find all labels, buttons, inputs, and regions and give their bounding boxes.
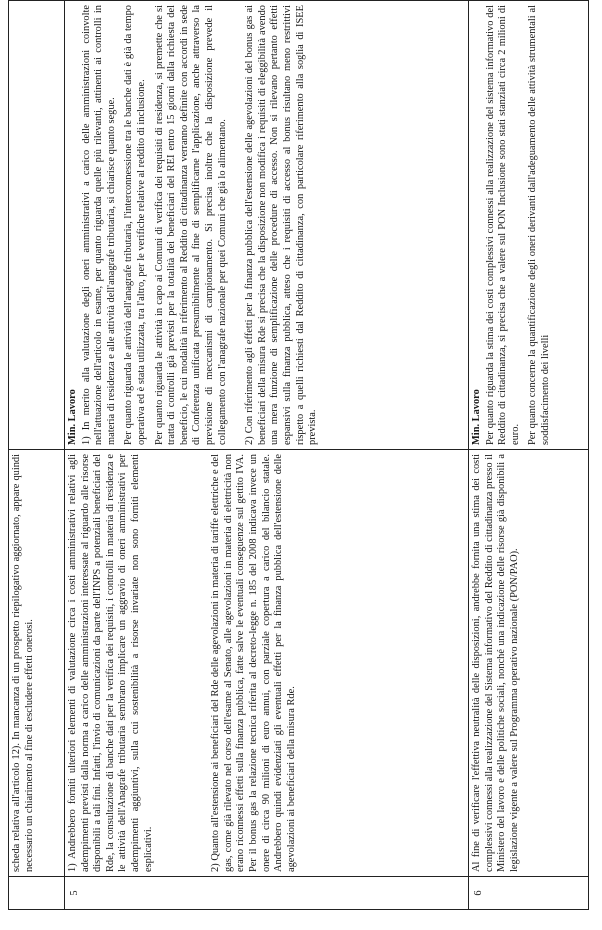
spacer bbox=[160, 454, 170, 872]
spacer bbox=[200, 454, 210, 872]
response-cell bbox=[65, 1, 469, 450]
row-number bbox=[9, 877, 65, 910]
observation-cell bbox=[65, 450, 469, 877]
observation-cell bbox=[9, 450, 65, 877]
observation-paragraph: Al fine di verificare l'effettiva neutralità delle disposizioni, andrebbe fornita una stima dei costi complessivi connessi alla realizzazione del Sistema informativo del Reddito di cittadinanza presso il Ministero del lavoro e delle politiche sociali, nonché una indicazione delle risorse già disponibili a legislazione vigente a valere sul Programma operativo nazionale (PON/PAO). bbox=[471, 454, 520, 872]
table-row bbox=[469, 1, 589, 910]
observation-cell bbox=[469, 450, 589, 877]
response-heading: Min. Lavoro bbox=[67, 389, 78, 445]
table-row bbox=[9, 1, 65, 910]
rotated-document bbox=[8, 5, 593, 910]
table-row bbox=[65, 1, 469, 910]
spacer bbox=[234, 5, 244, 445]
spacer bbox=[170, 454, 180, 872]
spacer bbox=[190, 454, 200, 872]
response-paragraph: 1) In merito alla valutazione degli oneri amministrativi a carico delle amministrazioni coinvolte nell'attuazione dell'articolo in esame, per quanto riguarda quelle più rilevanti, attinenti ai controlli in materia di residenza e alle attività dell'anagrafe tributaria, si chiarisce quanto segue. bbox=[80, 5, 117, 445]
response-cell bbox=[9, 1, 65, 450]
response-paragraph: Per quanto riguarda le attività dell'anagrafe tributaria, l'interconnessione tra le banche dati è già da tempo operativa ed è stata utilizzata, tra l'altro, per le verifiche relative al reddito di inclusione. bbox=[123, 5, 147, 445]
row-number: 6 bbox=[469, 877, 589, 910]
observation-paragraph: scheda relativa all'articolo 12). In mancanza di un prospetto riepilogativo aggiornato, appare quindi necessario un chiarimento al fine di escludere effetti onerosi. bbox=[11, 454, 35, 872]
response-heading: Min. Lavoro bbox=[471, 389, 482, 445]
observation-paragraph: 1) Andrebbero forniti ulteriori elementi di valutazione circa i costi amministrativi relativi agli adempimenti previsti dalla norma a carico delle amministrazioni interessate al riguardo alle risorse disponibili a tali fini. Infatti, l'invio di comunicazioni da parte dell'INPS a potenziali beneficiari del Rde, la consultazione di banche dati per la verifica dei requisiti, i controlli in materia di residenza e le attività dell'Anagrafe tributaria sembrano implicare un aggravio di oneri amministrativi per adempimenti aggiuntivi, sulla cui sostenibilità a risorse invariate non sono forniti elementi esplicativi. bbox=[67, 454, 154, 872]
observation-paragraph: 2) Quanto all'estensione ai beneficiari del Rde delle agevolazioni in materia di tariffe elettriche e del gas, come già rilevato nel corso dell'esame al Senato, alle agevolazioni in materia di elettricità non erano riconnessi effetti sulla finanza pubblica, fatte salve le eventuali conseguenze sul gettito IVA. Per il bonus gas la relazione tecnica riferita al decreto-legge n. 185 del 2008 indicava invece un onere di circa 90 milioni di euro annui, con parziale copertura a carico del bilancio statale. Andrebbero quindi evidenziati gli eventuali effetti per la finanza pubblica dell'estensione delle agevolazioni ai beneficiari della misura Rde. bbox=[210, 454, 297, 872]
row-number: 5 bbox=[65, 877, 469, 910]
response-cell bbox=[469, 1, 589, 450]
response-paragraph: Per quanto riguarda la stima dei costi complessivi connessi alla realizzazione del sistema informativo del Reddito di cittadinanza, si precisa che a valere sul PON Inclusione sono stati stanziati circa 2 milioni di euro. bbox=[484, 5, 521, 445]
response-paragraph: Per quanto concerne la quantificazione degli oneri derivanti dall'adeguamento delle attività strumentali al soddisfacimento dei livelli bbox=[527, 5, 551, 445]
spacer bbox=[180, 454, 190, 872]
response-paragraph: 2) Con riferimento agli effetti per la finanza pubblica dell'estensione delle agevolazioni del bonus gas ai beneficiari della misura Rde si precisa che la disposizione non modifica i requisiti di eleggibilità avendo una mera funzione di semplificazione delle procedure di accesso. Non si rilevano pertanto effetti espansivi sulla finanza pubblica, atteso che i requisiti di accesso al bonus risultano meno restrittivi rispetto a quelli richiesti dal Reddito di cittadinanza, con particolare riferimento alla soglia di ISEE prevista. bbox=[244, 5, 319, 445]
document-table bbox=[8, 0, 589, 910]
response-paragraph: Per quanto riguarda le attività in capo ai Comuni di verifica dei requisiti di residenza, si premette che si tratta di controlli già previsti per la totalità dei beneficiari del REI entro 15 giorni dalla richiesta del beneficio, le cui modalità in riferimento al Reddito di cittadinanza verranno definite con accordi in sede di Conferenza unificata presumibilmente al fine di semplificarne l'applicazione, anche attraverso la previsione di meccanismi di campionamento. Si precisa inoltre che la disposizione prevede il collegamento con l'anagrafe nazionale per quei Comuni che già lo alimentano. bbox=[153, 5, 228, 445]
